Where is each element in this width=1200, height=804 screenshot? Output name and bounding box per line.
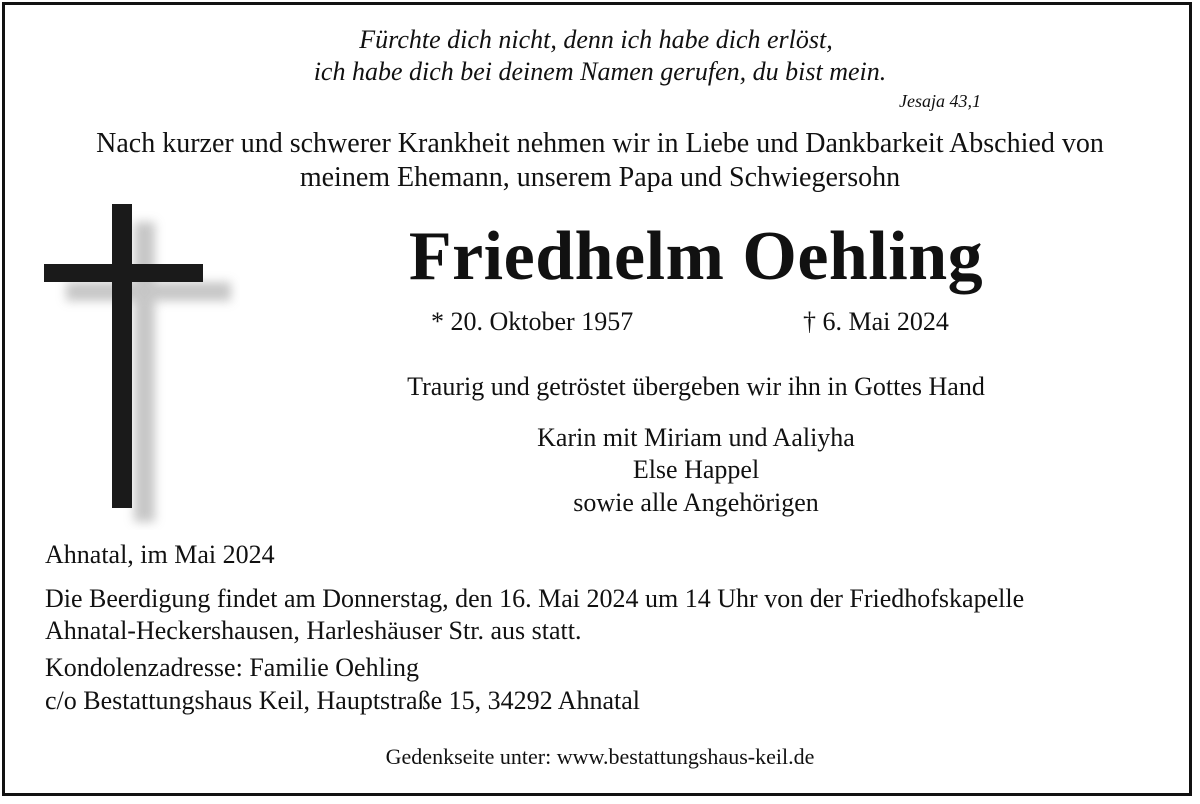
farewell-text: Traurig und getröstet übergeben wir ihn in Gottes Hand <box>407 372 985 401</box>
verse-line-1: Fürchte dich nicht, denn ich habe dich erlöst, <box>359 25 833 54</box>
funeral-line-2: Ahnatal-Heckershausen, Harleshäuser Str. aus statt. <box>45 616 582 645</box>
mourner-line: Else Happel <box>632 455 760 484</box>
birth-date: * 20. Oktober 1957 <box>431 307 634 336</box>
verse-line-2: ich habe dich bei deinem Namen gerufen, du bist mein. <box>313 57 887 86</box>
condolence-line-2: c/o Bestattungshaus Keil, Hauptstraße 15, 34292 Ahnatal <box>45 686 641 715</box>
cross-icon <box>40 200 240 530</box>
mourner-line: sowie alle Angehörigen <box>573 488 819 517</box>
death-date: † 6. Mai 2024 <box>803 307 949 336</box>
funeral-line-1: Die Beerdigung findet am Donnerstag, den 16. Mai 2024 um 14 Uhr von der Friedhofskapelle <box>45 584 1025 613</box>
memorial-page-link: Gedenkseite unter: www.bestattungshaus-keil.de <box>385 744 815 769</box>
intro-line-2: meinem Ehemann, unserem Papa und Schwiegersohn <box>299 162 901 193</box>
deceased-name: Friedhelm Oehling <box>408 218 984 295</box>
place-date: Ahnatal, im Mai 2024 <box>45 540 275 569</box>
condolence-line-1: Kondolenzadresse: Familie Oehling <box>45 653 420 682</box>
mourner-line: Karin mit Miriam und Aaliyha <box>537 423 855 452</box>
verse-reference: Jesaja 43,1 <box>899 91 981 111</box>
intro-line-1: Nach kurzer und schwerer Krankheit nehmen wir in Liebe und Dankbarkeit Abschied von <box>96 128 1104 159</box>
